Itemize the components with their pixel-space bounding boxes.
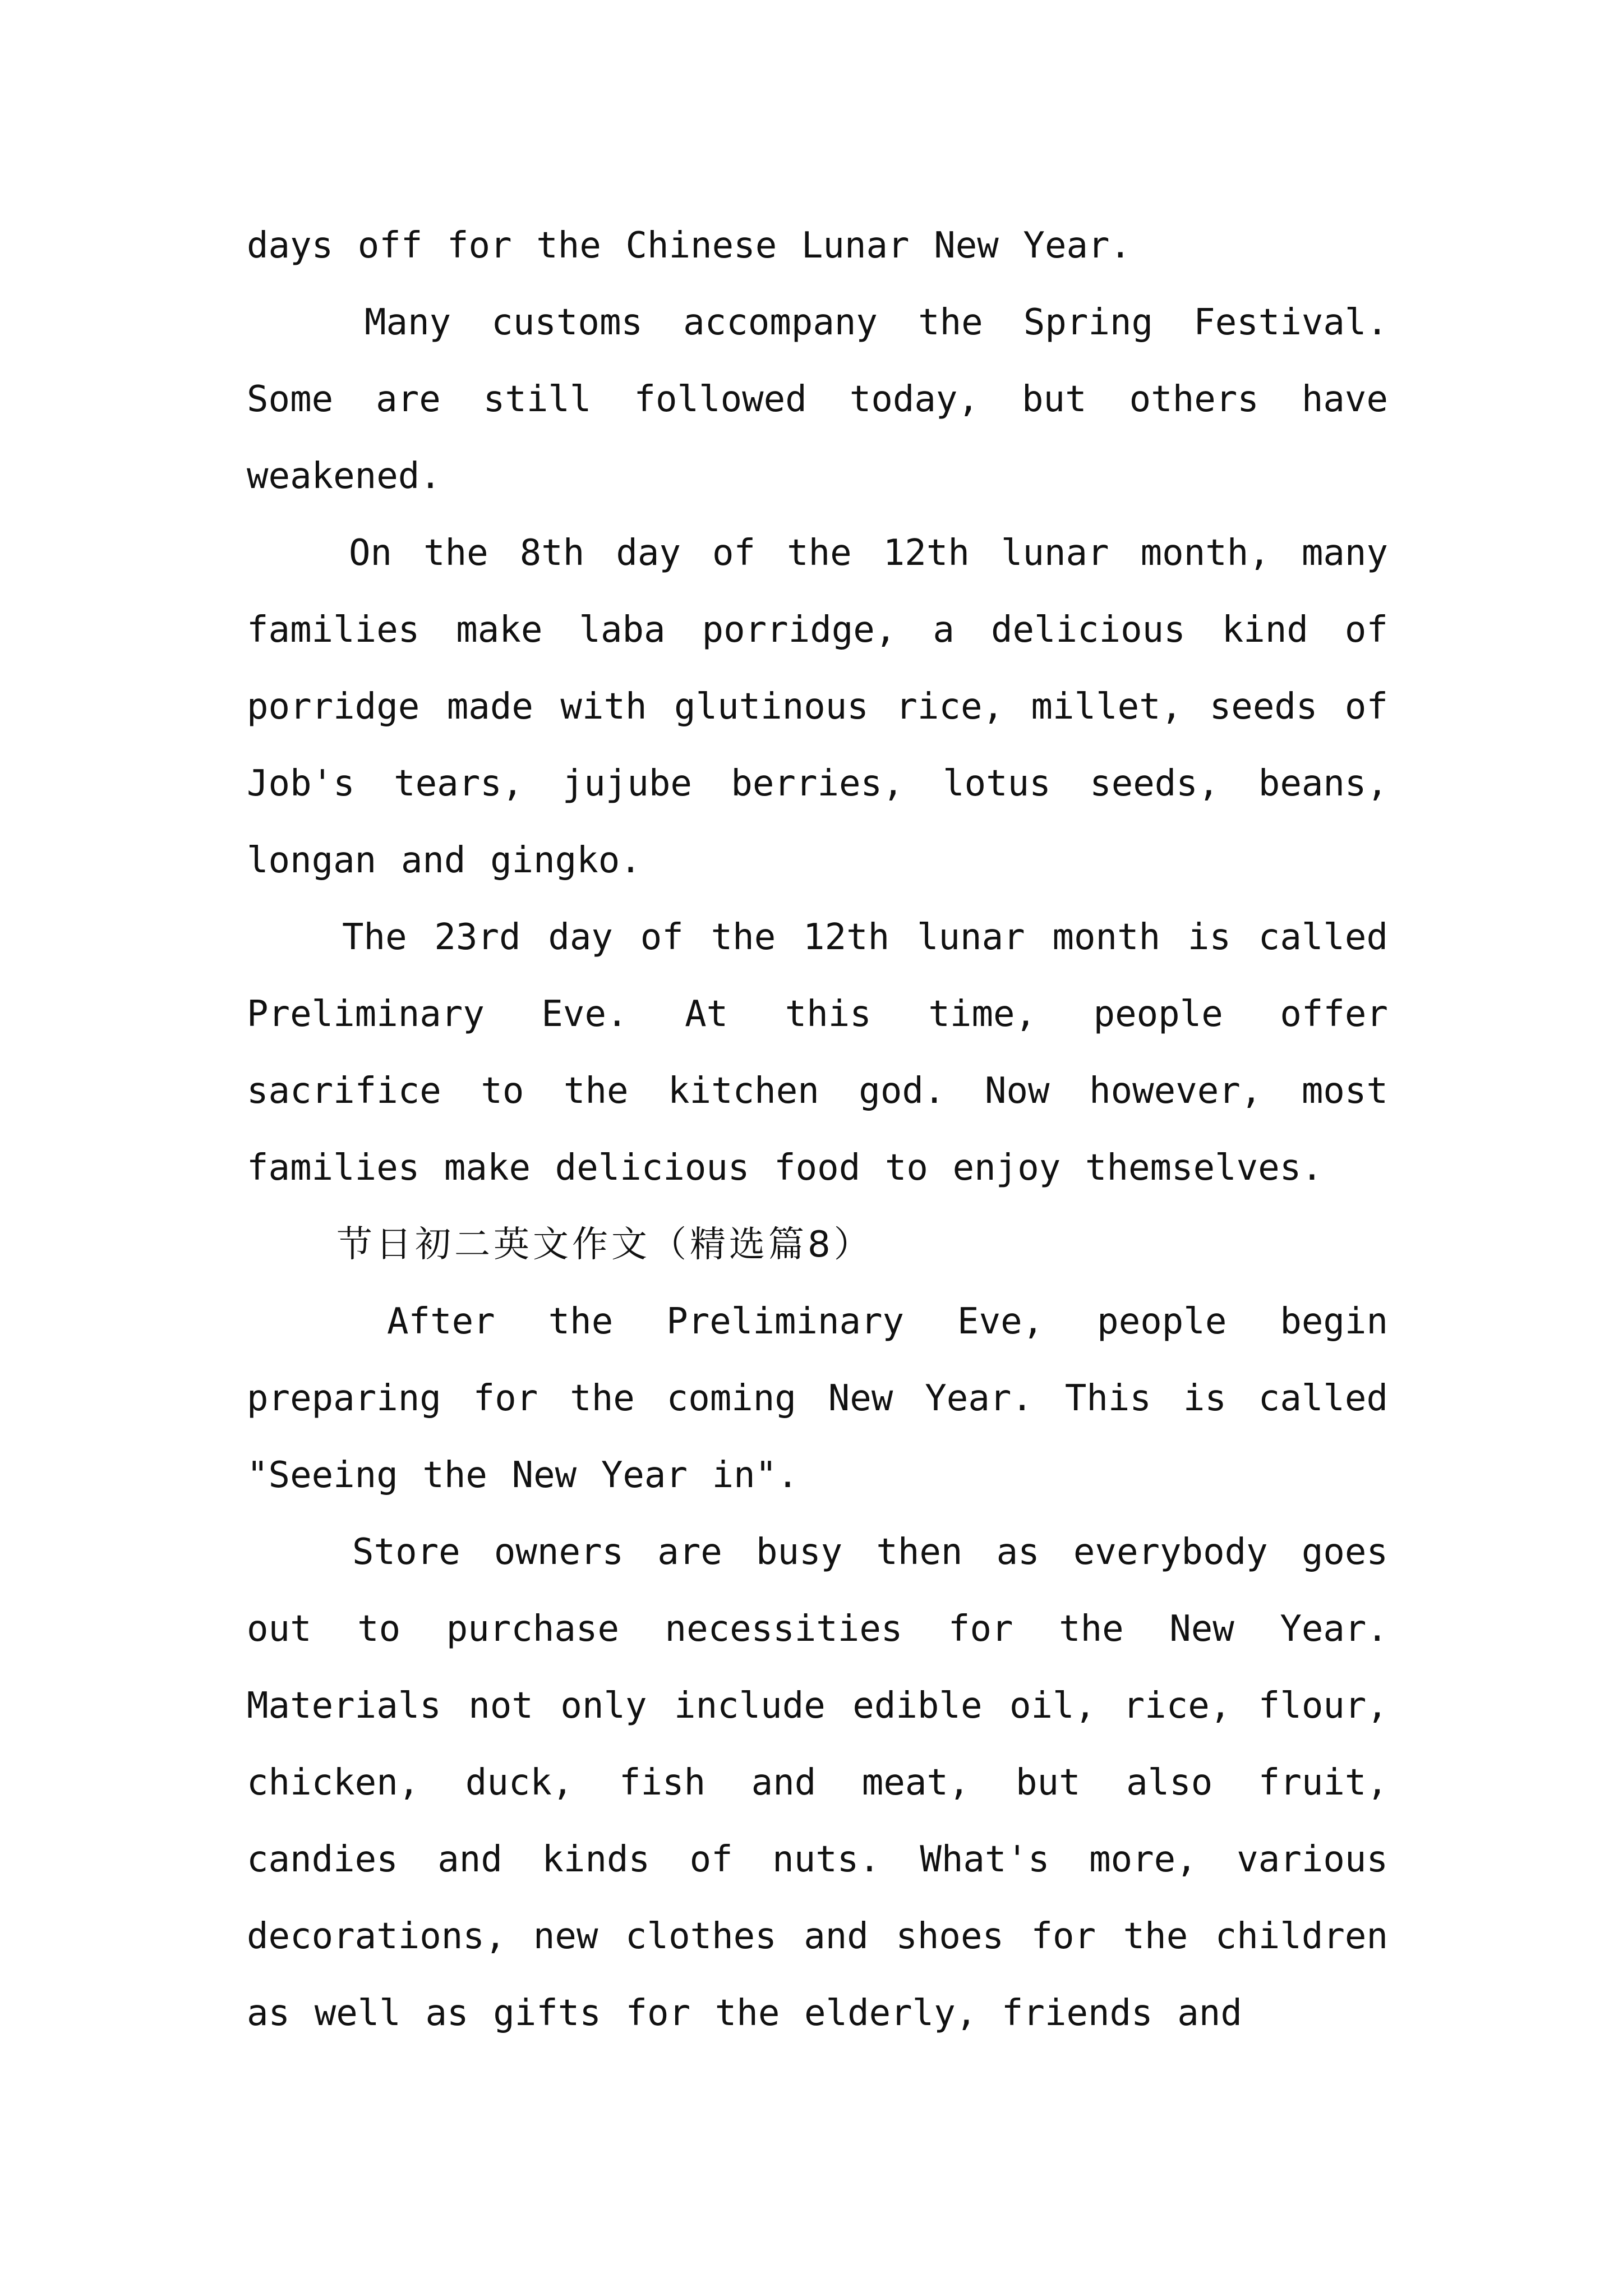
document-body bbox=[247, 208, 1388, 2052]
paragraph-preliminary-eve: The 23rd day of the 12th lunar month is called Preliminary Eve. At this time, people offer sacrifice to the kitchen god. Now however, most families make delicious food to enjoy themselves. bbox=[247, 917, 1388, 1189]
paragraph-laba-porridge: On the 8th day of the 12th lunar month, many families make laba porridge, a delicious kind of porridge made with glutinous rice, millet, seeds of Job's tears, jujube berries, lotus seeds, beans, longan and gingko. bbox=[247, 532, 1388, 881]
paragraph-store-owners: Store owners are busy then as everybody goes out to purchase necessities for the New Year. Materials not only include edible oil, rice, flour, chicken, duck, fish and meat, but also fruit, candies and kinds of nuts. What's more, various decorations, new clothes and shoes for the children as well as gifts for the elderly, friends and bbox=[247, 1531, 1388, 2034]
paragraph-customs: Many customs accompany the Spring Festival. Some are still followed today, but others have weakened. bbox=[247, 302, 1388, 497]
paragraph-seeing-new-year-in: After the Preliminary Eve, people begin preparing for the coming New Year. This is called "Seeing the New Year in". bbox=[247, 1301, 1388, 1496]
section-heading: 节日初二英文作文（精选篇8） bbox=[336, 1224, 873, 1266]
paragraph-continuation: days off for the Chinese Lunar New Year. bbox=[247, 225, 1132, 266]
